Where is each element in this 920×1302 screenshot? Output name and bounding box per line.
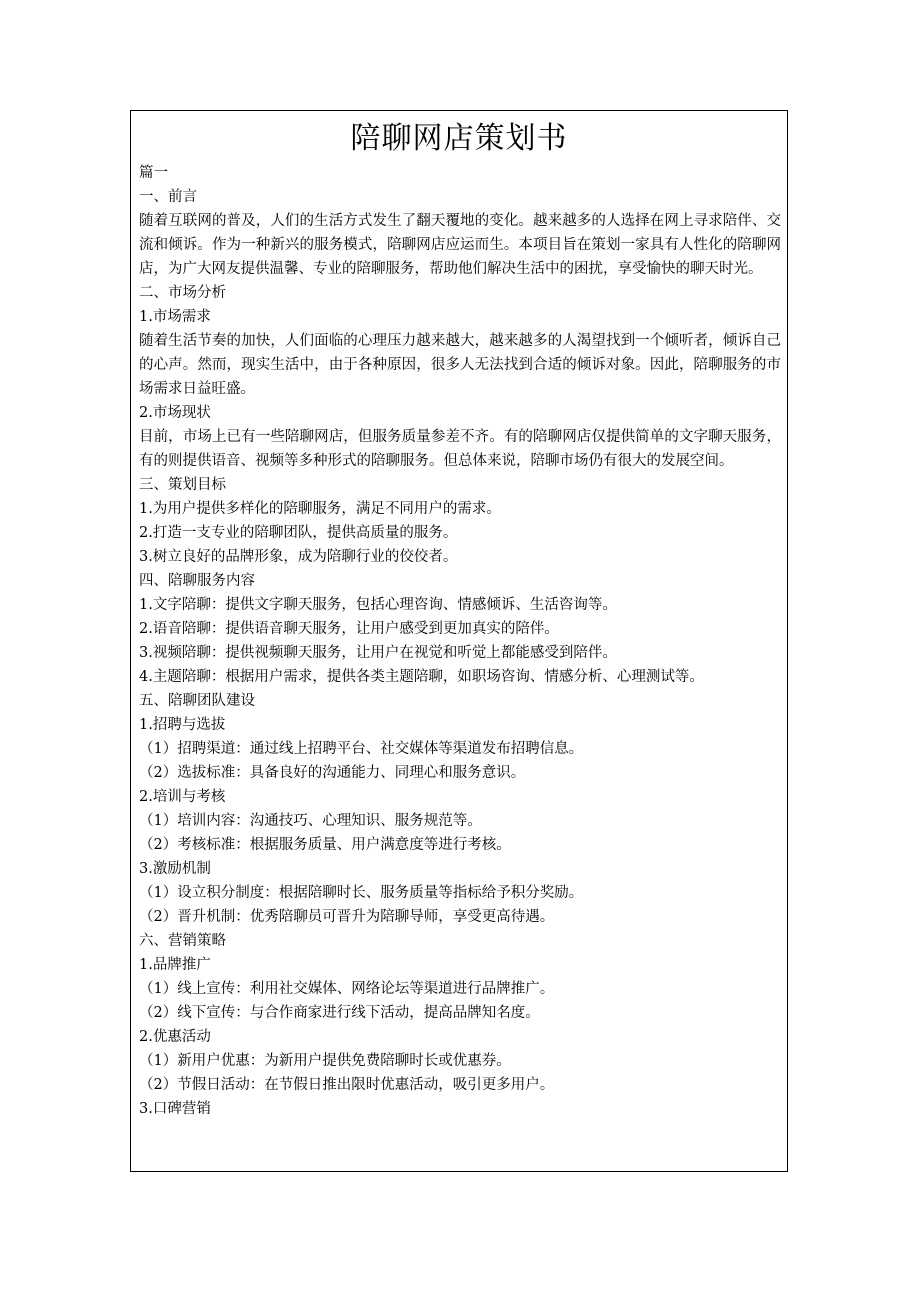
body-line: 2.优惠活动 bbox=[139, 1029, 211, 1045]
body-line: 1.为用户提供多样化的陪聊服务，满足不同用户的需求。 bbox=[139, 501, 501, 517]
body-line: 3.激励机制 bbox=[139, 861, 211, 877]
body-line: 2.语音陪聊：提供语音聊天服务，让用户感受到更加真实的陪伴。 bbox=[139, 621, 559, 637]
body-line: 一、前言 bbox=[139, 189, 197, 205]
body-line: 2.市场现状 bbox=[139, 405, 211, 421]
body-line: 四、陪聊服务内容 bbox=[139, 573, 255, 589]
body-line: 1.招聘与选拔 bbox=[139, 717, 226, 733]
body-line: 3.视频陪聊：提供视频聊天服务，让用户在视觉和听觉上都能感受到陪伴。 bbox=[139, 645, 617, 661]
body-line: （2）晋升机制：优秀陪聊员可晋升为陪聊导师，享受更高待遇。 bbox=[139, 909, 555, 925]
body-line: （1）设立积分制度：根据陪聊时长、服务质量等指标给予积分奖励。 bbox=[139, 885, 584, 901]
body-line: （2）选拔标准：具备良好的沟通能力、同理心和服务意识。 bbox=[139, 765, 526, 781]
body-line: （1）新用户优惠：为新用户提供免费陪聊时长或优惠券。 bbox=[139, 1053, 511, 1069]
body-paragraph: 目前，市场上已有一些陪聊网店，但服务质量参差不齐。有的陪聊网店仅提供简单的文字聊天服务，有的则提供语音、视频等多种形式的陪聊服务。但总体来说，陪聊市场仍有很大的发展空间。 bbox=[139, 429, 781, 469]
body-line: 1.品牌推广 bbox=[139, 957, 211, 973]
body-line: 五、陪聊团队建设 bbox=[139, 693, 255, 709]
document-frame bbox=[130, 110, 788, 1172]
body-line: （2）节假日活动：在节假日推出限时优惠活动，吸引更多用户。 bbox=[139, 1077, 555, 1093]
body-line: 3.树立良好的品牌形象，成为陪聊行业的佼佼者。 bbox=[139, 549, 458, 565]
body-line: 篇一 bbox=[139, 165, 168, 181]
body-line: 2.打造一支专业的陪聊团队，提供高质量的服务。 bbox=[139, 525, 458, 541]
body-line: （1）培训内容：沟通技巧、心理知识、服务规范等。 bbox=[139, 813, 482, 829]
document-body bbox=[139, 161, 781, 1121]
body-line: （2）线下宣传：与合作商家进行线下活动，提高品牌知名度。 bbox=[139, 1005, 540, 1021]
body-line: 1.市场需求 bbox=[139, 309, 211, 325]
body-line: （2）考核标准：根据服务质量、用户满意度等进行考核。 bbox=[139, 837, 511, 853]
body-line: 三、策划目标 bbox=[139, 477, 226, 493]
body-line: （1）招聘渠道：通过线上招聘平台、社交媒体等渠道发布招聘信息。 bbox=[139, 741, 584, 757]
body-line: 1.文字陪聊：提供文字聊天服务，包括心理咨询、情感倾诉、生活咨询等。 bbox=[139, 597, 617, 613]
document-title: 陪聊网店策划书 bbox=[350, 121, 568, 156]
body-paragraph: 随着生活节奏的加快，人们面临的心理压力越来越大，越来越多的人渴望找到一个倾听者，倾诉自己的心声。然而，现实生活中，由于各种原因，很多人无法找到合适的倾诉对象。因此，陪聊服务的市场需求日益旺盛。 bbox=[139, 333, 781, 397]
body-line: 2.培训与考核 bbox=[139, 789, 226, 805]
body-line: 二、市场分析 bbox=[139, 285, 226, 301]
body-line: 六、营销策略 bbox=[139, 933, 226, 949]
body-paragraph: 随着互联网的普及，人们的生活方式发生了翻天覆地的变化。越来越多的人选择在网上寻求陪伴、交流和倾诉。作为一种新兴的服务模式，陪聊网店应运而生。本项目旨在策划一家具有人性化的陪聊网店，为广大网友提供温馨、专业的陪聊服务，帮助他们解决生活中的困扰，享受愉快的聊天时光。 bbox=[139, 213, 781, 277]
body-line: 4.主题陪聊：根据用户需求，提供各类主题陪聊，如职场咨询、情感分析、心理测试等。 bbox=[139, 669, 704, 685]
body-line: 3.口碑营销 bbox=[139, 1101, 211, 1117]
body-line: （1）线上宣传：利用社交媒体、网络论坛等渠道进行品牌推广。 bbox=[139, 981, 555, 997]
